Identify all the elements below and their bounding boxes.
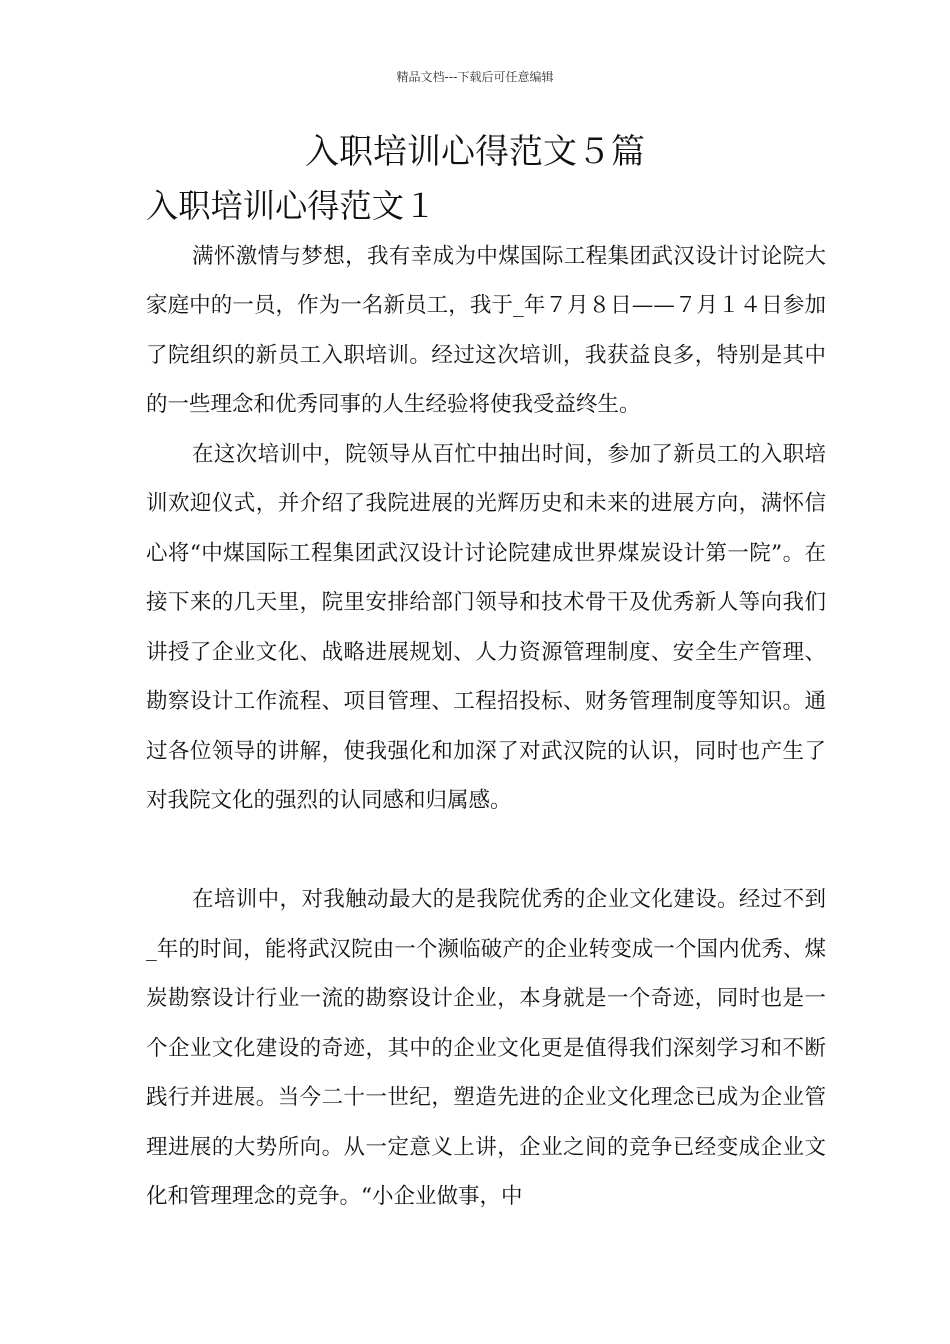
paragraph-2: 在这次培训中，院领导从百忙中抽出时间，参加了新员工的入职培训欢迎仪式，并介绍了我院进展的光辉历史和未来的进展方向，满怀信心将“中煤国际工程集团武汉设计讨论院建成世界煤炭设计第一院”。在接下来的几天里，院里安排给部门领导和技术骨干及优秀新人等向我们讲授了企业文化、战略进展规划、人力资源管理制度、安全生产管理、勘察设计工作流程、项目管理、工程招投标、财务管理制度等知识。通过各位领导的讲解，使我强化和加深了对武汉院的认识，同时也产生了对我院文化的强烈的认同感和归属感。 [146, 441, 826, 813]
paragraph-1: 满怀激情与梦想，我有幸成为中煤国际工程集团武汉设计讨论院大家庭中的一员，作为一名新员工，我于_年７月８日——７月１４日参加了院组织的新员工入职培训。经过这次培训，我获益良多，特别是其中的一些理念和优秀同事的人生经验将使我受益终生。 [146, 243, 826, 417]
paragraph-3: 在培训中，对我触动最大的是我院优秀的企业文化建设。经过不到_年的时间，能将武汉院由一个濒临破产的企业转变成一个国内优秀、煤炭勘察设计行业一流的勘察设计企业，本身就是一个奇迹，同时也是一个企业文化建设的奇迹，其中的企业文化更是值得我们深刻学习和不断践行并进展。当今二十一世纪，塑造先进的企业文化理念已成为企业管理进展的大势所向。从一定意义上讲，企业之间的竞争已经变成企业文化和管理理念的竞争。“小企业做事，中 [146, 887, 826, 1209]
document-body [146, 182, 826, 1222]
section-heading: 入职培训心得范文１ [146, 187, 437, 225]
document-title: 入职培训心得范文５篇 [305, 132, 645, 172]
header-note: 精品文档---下载后可任意编辑 [396, 70, 554, 84]
paragraph-spacer [146, 826, 826, 876]
